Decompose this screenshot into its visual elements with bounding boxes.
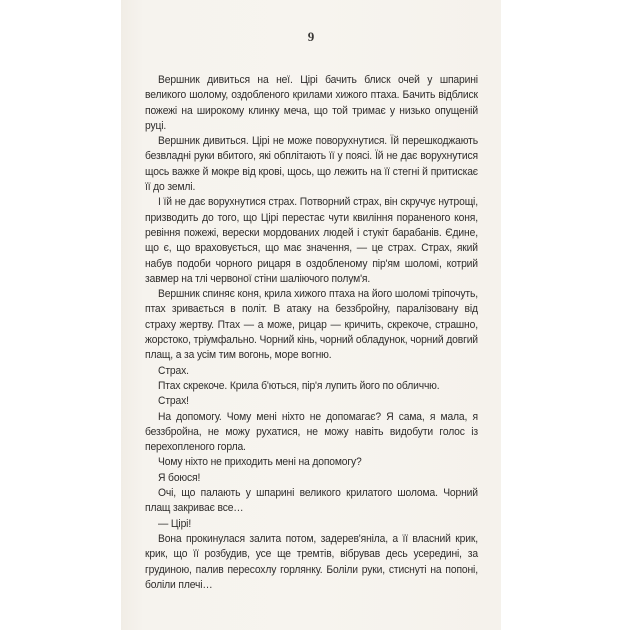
paragraph: Страх! [158, 395, 189, 408]
paragraph: На допомогу. Чому мені ніхто не допомагає? Я сама, я мала, я беззбройна, не можу рухатися, не можу навіть видобути голос із перехопленого горла. [145, 410, 478, 454]
paragraph: — Цірі! [158, 517, 192, 530]
paragraph: Чому ніхто не приходить мені на допомогу? [158, 456, 362, 469]
paragraph: Очі, що палають у шпарині великого крилатого шолома. Чорний плащ закриває все… [145, 487, 478, 515]
book-page [121, 0, 501, 630]
paragraph: Вершник спиняє коня, крила хижого птаха на його шоломі тріпочуть, птах зривається в політ. В атаку на беззбройну, паралізовану від страху жертву. Птах — а може, рицар — кричить, скрекоче, страшно, жорстоко, тріумфально. Чорний кінь, чорний обладунок, чорний довгий плащ, а за усім тим вогонь, море вогню. [145, 288, 478, 362]
paragraph: Птах скрекоче. Крила б'ються, пір'я лупить його по обличчю. [158, 379, 440, 392]
paragraph: Вершник дивиться. Цірі не може поворухнутися. Їй перешкоджають безвладні руки вбитого, які обплітають її у поясі. Їй не дає ворухнутися щось важке й мокре від крові, щось, що лежить на її стегні й притискає її до землі. [145, 135, 478, 194]
paragraph: Вершник дивиться на неї. Цірі бачить блиск очей у шпарині великого шолому, оздобленого крилами хижого птаха. Бачить відблиск пожежі на широкому клинку меча, що той тримає у низько опущеній руці. [145, 74, 478, 132]
paragraph: Я боюся! [158, 471, 201, 484]
body-text [145, 73, 478, 593]
paragraph: Вона прокинулася залита потом, задерев'яніла, а її власний крик, крик, що її розбудив, усе ще тремтів, вібрував десь усередині, за грудиною, палив пересохлу горлянку. Боліли руки, стиснуті на попоні, боліли плечі… [145, 532, 478, 591]
page-number: 9 [307, 29, 315, 44]
paragraph: Страх. [158, 364, 189, 377]
paragraph: І їй не дає ворухнутися страх. Потворний страх, він скручує нутрощі, призводить до того, що Цірі перестає чути квиління пораненого коня, ревіння пожежі, верески мордованих людей і стукіт барабанів. Єдине, що є, що враховується, що має значення, — це страх. Страх, який набув подоби чорного рицаря в оздобленому пір'ям шоломі, котрий завмер на тлі червоної стіни шаліючого полум'я. [145, 196, 478, 285]
